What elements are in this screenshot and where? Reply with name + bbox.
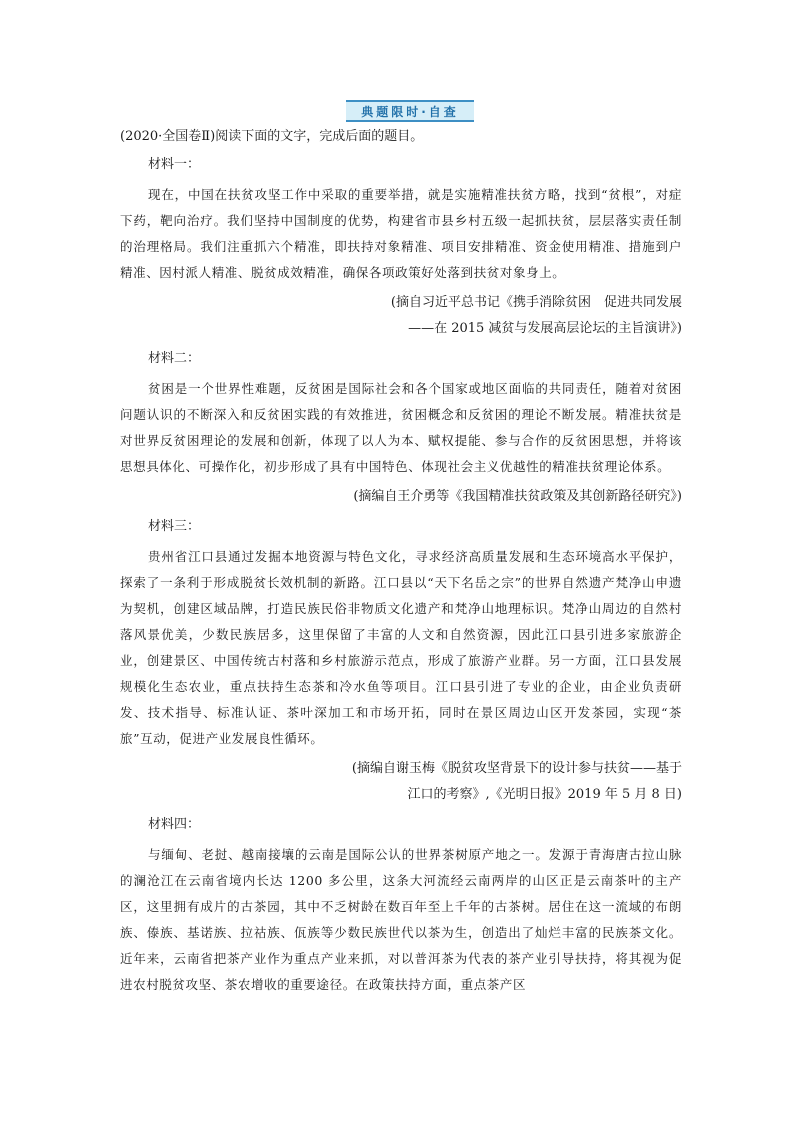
material-3-source-line1: (摘编自谢玉梅《脱贫攻坚背景下的设计参与扶贫——基于 bbox=[351, 761, 682, 776]
material-1-source-line2: ——在 2015 减贫与发展高层论坛的主旨演讲》) bbox=[408, 321, 682, 336]
material-3-source-line2: 江口的考察》,《光明日报》2019 年 5 月 8 日) bbox=[407, 787, 682, 802]
reading-passage bbox=[120, 126, 682, 998]
material-4-text: 与缅甸、老挝、越南接壤的云南是国际公认的世界茶树原产地之一。发源于青海唐古拉山脉的澜沧江在云南省境内长达 1200 多公里，这条大河流经云南两岸的山区正是云南茶叶的主产区，这里拥有成片的古茶园，其中不乏树龄在数百年至上千年的古茶树。居住在这一流域的布朗族、傣族、基诺族、拉祜族、佤族等少数民族世代以茶为生，创造出了灿烂丰富的民族茶文化。近年来，云南省把茶产业作为重点产业来抓，对以普洱茶为代表的茶产业引导扶持，将其视为促进农村脱贫攻坚、茶农增收的重要途径。在政策扶持方面，重点茶产区 bbox=[120, 847, 682, 992]
material-3-source bbox=[120, 756, 682, 808]
banner-label: 典题限时·自查 bbox=[361, 104, 459, 119]
material-3-text: 贵州省江口县通过发掘本地资源与特色文化，寻求经济高质量发展和生态环境高水平保护，探索了一条利于形成脱贫长效机制的新路。江口县以“天下名岳之宗”的世界自然遗产梵净山申遗为契机，创建区域品牌，打造民族民俗非物质文化遗产和梵净山地理标识。梵净山周边的自然村落风景优美，少数民族居多，这里保留了丰富的人文和自然资源，因此江口县引进多家旅游企业，创建景区、中国传统古村落和乡村旅游示范点，形成了旅游产业群。另一方面，江口县发展规模化生态农业，重点扶持生态茶和冷水鱼等项目。江口县引进了专业的企业，由企业负责研发、技术指导、标准认证、茶叶深加工和市场开拓，同时在景区周边山区开发茶园，实现“茶旅”互动，促进产业发展良性循环。 bbox=[120, 549, 682, 746]
material-3-label: 材料三： bbox=[148, 519, 201, 534]
material-2-label: 材料二： bbox=[148, 351, 201, 366]
material-1-source-line1: (摘自习近平总书记《携手消除贫困 促进共同发展 bbox=[390, 295, 682, 310]
material-4-label: 材料四： bbox=[148, 817, 201, 832]
question-intro: (2020·全国卷Ⅱ)阅读下面的文字，完成后面的题目。 bbox=[120, 129, 424, 144]
section-banner bbox=[346, 100, 474, 122]
material-1-text: 现在，中国在扶贫攻坚工作中采取的重要举措，就是实施精准扶贫方略，找到“贫根”，对症下药，靶向治疗。我们坚持中国制度的优势，构建省市县乡村五级一起抓扶贫，层层落实责任制的治理格局。我们注重抓六个精准，即扶持对象精准、项目安排精准、资金使用精准、措施到户精准、因村派人精准、脱贫成效精准，确保各项政策好处落到扶贫对象身上。 bbox=[120, 187, 682, 280]
material-1-label: 材料一： bbox=[148, 157, 201, 172]
material-2-source: (摘编自王介勇等《我国精准扶贫政策及其创新路径研究》) bbox=[353, 489, 682, 504]
material-1-source bbox=[120, 290, 682, 342]
material-2-text: 贫困是一个世界性难题，反贫困是国际社会和各个国家或地区面临的共同责任，随着对贫困问题认识的不断深入和反贫困实践的有效推进，贫困概念和反贫困的理论不断发展。精准扶贫是对世界反贫困理论的发展和创新，体现了以人为本、赋权提能、参与合作的反贫困思想，并将该思想具体化、可操作化，初步形成了具有中国特色、体现社会主义优越性的精准扶贫理论体系。 bbox=[120, 381, 682, 474]
